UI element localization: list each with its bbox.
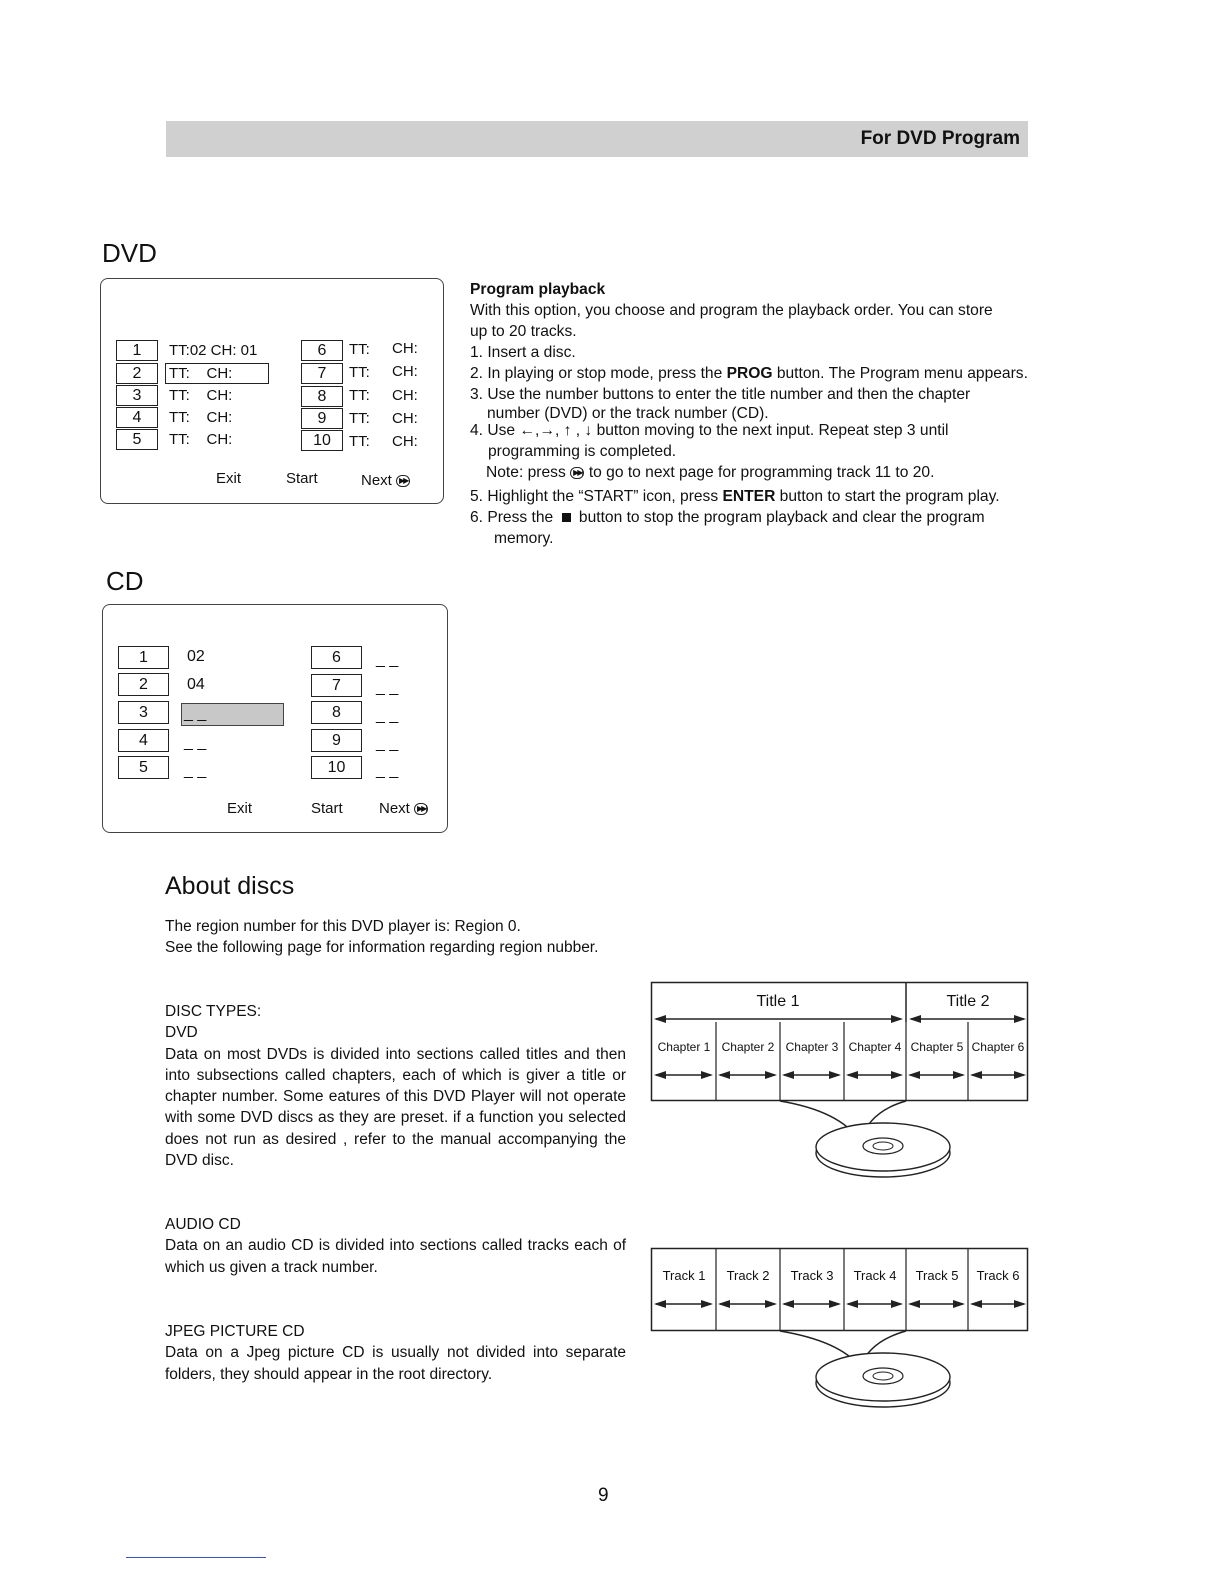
stop-icon bbox=[562, 513, 571, 522]
program-step-2-text: button. The Program menu appears. bbox=[772, 365, 1028, 382]
dvd-slot-tt: TT: bbox=[349, 364, 370, 381]
dvd-slot-tt: TT: bbox=[349, 433, 370, 450]
dvd-slot-number[interactable]: 9 bbox=[301, 408, 343, 429]
cd-program-panel bbox=[102, 604, 448, 833]
region-line: The region number for this DVD player is: Region 0. bbox=[165, 918, 521, 935]
program-step-6-cont: memory. bbox=[494, 530, 554, 547]
program-intro-line: up to 20 tracks. bbox=[470, 323, 577, 340]
footer-rule bbox=[126, 1557, 266, 1558]
dvd-slot-number[interactable]: 7 bbox=[301, 363, 343, 384]
cd-slot-number[interactable]: 5 bbox=[118, 756, 169, 779]
skip-next-icon: ▶▶| bbox=[414, 803, 428, 815]
cd-structure-diagram bbox=[650, 1247, 1030, 1412]
dvd-section-heading: DVD bbox=[102, 238, 157, 268]
page-header-title: For DVD Program bbox=[860, 128, 1020, 149]
dvd-slot-entry: TT: CH: bbox=[169, 409, 233, 426]
dvd-slot-ch: CH: bbox=[392, 410, 418, 427]
dvd-slot-number[interactable]: 2 bbox=[116, 363, 158, 384]
dvd-slot-ch: CH: bbox=[392, 433, 418, 450]
dvd-slot-ch: CH: bbox=[392, 387, 418, 404]
program-intro-line: With this option, you choose and program the playback order. You can store bbox=[470, 302, 993, 319]
dvd-diagram-graphic bbox=[650, 981, 1030, 1181]
cd-slot-number[interactable]: 7 bbox=[311, 674, 362, 697]
program-playback-title: Program playback bbox=[470, 281, 606, 298]
dvd-slot-number[interactable]: 1 bbox=[116, 340, 158, 361]
audio-cd-text: Data on an audio CD is divided into sections called tracks each of which us given a track number. bbox=[165, 1237, 626, 1276]
dvd-chapter-label: Chapter 4 bbox=[848, 1040, 902, 1054]
cd-slot-value: _ _ bbox=[376, 735, 399, 752]
dvd-structure-diagram bbox=[650, 981, 1030, 1181]
dvd-slot-ch: CH: bbox=[392, 363, 418, 380]
region-line: See the following page for information regarding region nubber. bbox=[165, 939, 599, 957]
cd-slot-value: 02 bbox=[187, 648, 205, 665]
cd-slot-number[interactable]: 9 bbox=[311, 729, 362, 752]
dvd-title-label: Title 1 bbox=[756, 993, 800, 1010]
program-step-4-text: button moving to the next input. Repeat step 3 until bbox=[596, 422, 949, 439]
program-step-1: 1. Insert a disc. bbox=[470, 344, 576, 361]
cd-track-label: Track 5 bbox=[915, 1268, 959, 1283]
about-discs-text bbox=[165, 916, 626, 959]
dvd-chapter-label: Chapter 1 bbox=[657, 1040, 711, 1054]
disc-types-label: DISC TYPES: bbox=[165, 1003, 262, 1020]
dvd-slot-number[interactable]: 3 bbox=[116, 385, 158, 406]
next-button[interactable] bbox=[379, 800, 428, 817]
program-note-text: Note: press bbox=[486, 464, 566, 481]
page-number: 9 bbox=[598, 1485, 609, 1506]
cd-track-label: Track 3 bbox=[790, 1268, 834, 1283]
dvd-chapter-label: Chapter 6 bbox=[971, 1040, 1025, 1054]
prog-button-name: PROG bbox=[726, 365, 773, 382]
next-button[interactable] bbox=[361, 472, 410, 489]
jpeg-cd-label: JPEG PICTURE CD bbox=[165, 1323, 305, 1340]
dvd-slot-ch: CH: bbox=[392, 340, 418, 357]
cd-track-label: Track 4 bbox=[853, 1268, 897, 1283]
cd-slot-value: _ _ bbox=[184, 734, 207, 751]
cd-track-label: Track 2 bbox=[726, 1268, 770, 1283]
jpeg-cd-section bbox=[165, 1321, 626, 1385]
dvd-slot-entry: TT: CH: bbox=[169, 365, 233, 382]
dvd-type-text: Data on most DVDs is divided into sections called titles and then into subsections called chapters, each of which is giver a title or chapter number. Some eatures of this DVD Player will not operate with some DVD discs as they are preset. if a function you selected does not run as desired , refer to the manual accompanying the DVD disc. bbox=[165, 1045, 626, 1170]
cd-slot-number[interactable]: 10 bbox=[311, 756, 362, 779]
exit-button[interactable]: Exit bbox=[216, 470, 242, 487]
dvd-slot-number[interactable]: 8 bbox=[301, 386, 343, 407]
cd-section-heading: CD bbox=[106, 566, 144, 596]
dvd-chapter-label: Chapter 2 bbox=[721, 1040, 775, 1054]
cd-slot-number[interactable]: 8 bbox=[311, 701, 362, 724]
arrow-down-icon: ↓ bbox=[584, 422, 593, 439]
dvd-chapter-label: Chapter 5 bbox=[910, 1040, 964, 1054]
program-step-4: 4. Use ←,→, ↑ , ↓ button moving to the next input. Repeat step 3 until bbox=[470, 422, 949, 439]
dvd-disc-type-section bbox=[165, 1001, 626, 1171]
program-step-2-text: 2. In playing or stop mode, press the bbox=[470, 365, 727, 382]
audio-cd-label: AUDIO CD bbox=[165, 1216, 241, 1233]
dvd-slot-entry: TT:02 CH: 01 bbox=[169, 342, 258, 359]
exit-button[interactable]: Exit bbox=[227, 800, 253, 817]
cd-slot-value: _ _ bbox=[376, 707, 399, 724]
header-bar bbox=[166, 121, 1028, 157]
cd-track-label: Track 6 bbox=[976, 1268, 1020, 1283]
next-button-label: Next bbox=[361, 472, 392, 489]
arrow-left-icon: ← bbox=[519, 422, 536, 439]
program-step-4-cont: programming is completed. bbox=[488, 443, 677, 460]
cd-slot-number[interactable]: 1 bbox=[118, 646, 169, 669]
cd-slot-number[interactable]: 3 bbox=[118, 701, 169, 724]
arrow-right-icon: → bbox=[539, 422, 555, 439]
program-step-6-text: 6. Press the bbox=[470, 509, 554, 526]
program-step-5 bbox=[470, 486, 1120, 507]
dvd-slot-tt: TT: bbox=[349, 410, 370, 427]
dvd-slot-tt: TT: bbox=[349, 387, 370, 404]
arrow-up-icon: ↑ bbox=[563, 422, 572, 439]
start-button[interactable]: Start bbox=[286, 470, 318, 487]
skip-next-icon: ▶▶| bbox=[570, 467, 584, 479]
cd-slot-value: _ _ bbox=[184, 705, 207, 722]
next-button-label: Next bbox=[379, 800, 410, 817]
program-step-6-text: button to stop the program playback and clear the program bbox=[578, 509, 985, 526]
cd-slot-value: _ _ bbox=[184, 762, 207, 779]
program-note-text: to go to next page for programming track 11 to 20. bbox=[588, 464, 935, 481]
dvd-slot-tt: TT: bbox=[349, 341, 370, 358]
program-note bbox=[470, 462, 1120, 483]
cd-slot-number[interactable]: 2 bbox=[118, 673, 169, 696]
fast-forward-icon: ▶▶ bbox=[396, 475, 410, 487]
jpeg-cd-text: Data on a Jpeg picture CD is usually not divided into separate folders, they should appear in the root directory. bbox=[165, 1344, 626, 1383]
program-step-3-cont: number (DVD) or the track number (CD). bbox=[487, 405, 769, 422]
dvd-slot-number[interactable]: 4 bbox=[116, 407, 158, 428]
about-discs-heading: About discs bbox=[165, 872, 295, 900]
dvd-slot-number[interactable]: 5 bbox=[116, 429, 158, 450]
dvd-type-label: DVD bbox=[165, 1024, 198, 1042]
cd-slot-value: _ _ bbox=[376, 762, 399, 779]
start-button[interactable]: Start bbox=[311, 800, 343, 817]
dvd-title-label: Title 2 bbox=[946, 993, 990, 1010]
cd-track-label: Track 1 bbox=[662, 1268, 706, 1283]
dvd-slot-number[interactable]: 6 bbox=[301, 340, 343, 361]
program-step-3: 3. Use the number buttons to enter the title number and then the chapter bbox=[470, 386, 971, 403]
cd-slot-value: _ _ bbox=[376, 651, 399, 668]
enter-button-name: ENTER bbox=[722, 488, 776, 505]
dvd-slot-entry: TT: CH: bbox=[169, 387, 233, 404]
program-step-6 bbox=[470, 507, 1120, 528]
program-step-5-text: button to start the program play. bbox=[775, 488, 1000, 505]
cd-slot-value: _ _ bbox=[376, 679, 399, 696]
cd-slot-value: 04 bbox=[187, 676, 205, 693]
cd-slot-number[interactable]: 4 bbox=[118, 729, 169, 752]
dvd-program-panel bbox=[100, 278, 444, 504]
audio-cd-section bbox=[165, 1214, 626, 1278]
dvd-slot-entry: TT: CH: bbox=[169, 431, 233, 448]
program-step-4-text: 4. Use bbox=[470, 422, 516, 439]
cd-slot-number[interactable]: 6 bbox=[311, 646, 362, 669]
dvd-slot-number[interactable]: 10 bbox=[301, 430, 343, 451]
program-playback-section bbox=[470, 279, 1120, 549]
program-step-2 bbox=[470, 363, 1120, 384]
program-step-5-text: 5. Highlight the “START” icon, press bbox=[470, 488, 723, 505]
dvd-chapter-label: Chapter 3 bbox=[785, 1040, 839, 1054]
